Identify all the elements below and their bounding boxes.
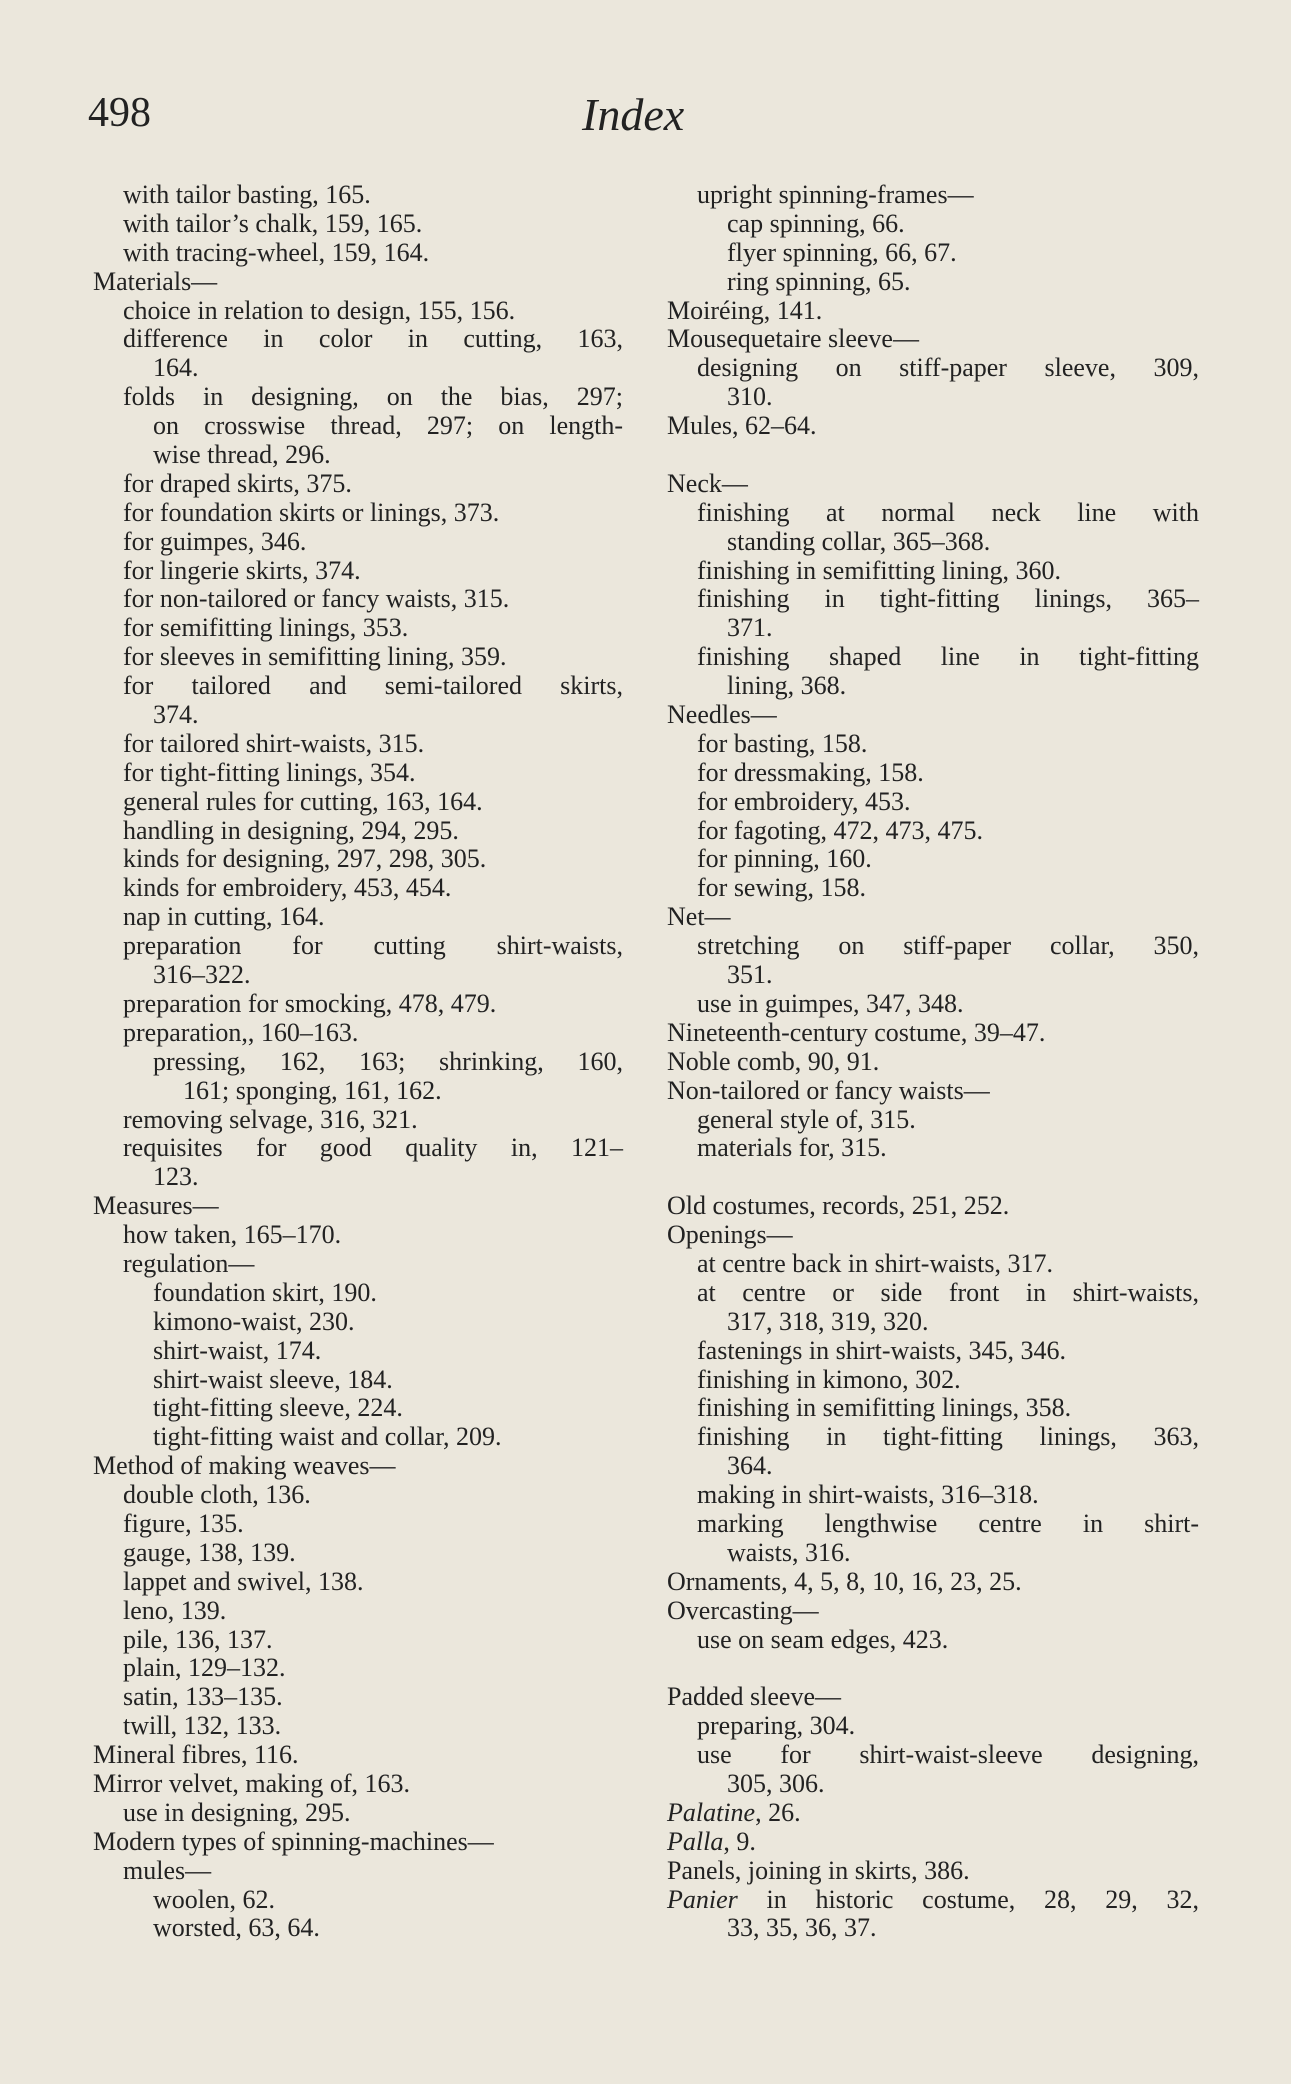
index-entry: on crosswise thread, 297; on length- <box>153 411 623 441</box>
index-heading: Materials— <box>93 266 218 296</box>
index-entry: finishing shaped line in tight-fitting <box>697 642 1199 672</box>
index-entry: at centre back in shirt-waists, 317. <box>697 1248 1053 1278</box>
index-entry: wise thread, 296. <box>153 440 331 470</box>
index-entry: for sleeves in semifitting lining, 359. <box>123 642 507 672</box>
index-entry: 305, 306. <box>727 1768 825 1798</box>
index-entry: materials for, 315. <box>697 1133 887 1163</box>
index-entry: satin, 133–135. <box>123 1682 283 1712</box>
index-entry-pages: , 26. <box>755 1797 801 1827</box>
index-entry: with tailor’s chalk, 159, 165. <box>123 208 423 238</box>
index-entry: nap in cutting, 164. <box>123 902 325 932</box>
index-entry: shirt-waist, 174. <box>153 1335 322 1365</box>
index-entry: flyer spinning, 66, 67. <box>727 237 957 267</box>
index-entry: standing collar, 365–368. <box>727 526 991 556</box>
index-heading: Nineteenth-century costume, 39–47. <box>667 1017 1046 1047</box>
index-entry: pile, 136, 137. <box>123 1624 273 1654</box>
index-entry: figure, 135. <box>123 1508 244 1538</box>
index-entry: finishing in kimono, 302. <box>697 1364 961 1394</box>
index-entry: kinds for designing, 297, 298, 305. <box>123 844 487 874</box>
index-entry: for tailored and semi-tailored skirts, <box>123 671 623 701</box>
index-entry: use in guimpes, 347, 348. <box>697 988 964 1018</box>
index-heading: Net— <box>667 902 731 932</box>
index-entry: 310. <box>727 382 773 412</box>
index-heading: Old costumes, records, 251, 252. <box>667 1191 1010 1221</box>
index-heading: Mousequetaire sleeve— <box>667 324 919 354</box>
index-entry: finishing in semifitting linings, 358. <box>697 1393 1072 1423</box>
index-column-left <box>93 181 623 1943</box>
index-entry: use for shirt-waist-sleeve designing, <box>697 1740 1199 1770</box>
section-gap <box>667 1654 1199 1683</box>
index-entry: 351. <box>727 960 773 990</box>
index-entry: cap spinning, 66. <box>727 208 905 238</box>
index-entry-term: Panier <box>667 1884 738 1914</box>
index-entry: lappet and swivel, 138. <box>123 1566 364 1596</box>
index-entry: finishing in semifitting lining, 360. <box>697 555 1061 585</box>
index-entry: general rules for cutting, 163, 164. <box>123 786 483 816</box>
index-entry-pages: , 9. <box>723 1826 756 1856</box>
index-entry: kinds for embroidery, 453, 454. <box>123 873 452 903</box>
index-heading: Non-tailored or fancy waists— <box>667 1075 990 1105</box>
index-entry: plain, 129–132. <box>123 1653 286 1683</box>
index-entry: shirt-waist sleeve, 184. <box>153 1364 393 1394</box>
page-number: 498 <box>88 90 151 136</box>
index-entry: for non-tailored or fancy waists, 315. <box>123 584 510 614</box>
index-entry: 371. <box>727 613 773 643</box>
index-entry: for basting, 158. <box>697 728 868 758</box>
index-entry: preparation for smocking, 478, 479. <box>123 988 497 1018</box>
index-entry: stretching on stiff-paper collar, 350, <box>697 931 1199 961</box>
index-entry: for embroidery, 453. <box>697 786 911 816</box>
index-entry: finishing at normal neck line with <box>697 497 1199 527</box>
index-entry: 164. <box>153 353 199 383</box>
index-entry: waists, 316. <box>727 1537 851 1567</box>
index-entry: how taken, 165–170. <box>123 1220 342 1250</box>
index-entry: for tailored shirt-waists, 315. <box>123 728 425 758</box>
index-entry: handling in designing, 294, 295. <box>123 815 459 845</box>
index-entry: lining, 368. <box>727 671 847 701</box>
index-entry: tight-fitting sleeve, 224. <box>153 1393 403 1423</box>
index-entry: ring spinning, 65. <box>727 266 911 296</box>
index-entry: 374. <box>153 700 199 730</box>
index-heading: Overcasting— <box>667 1595 819 1625</box>
index-column-right <box>667 181 1199 1943</box>
index-entry: twill, 132, 133. <box>123 1711 282 1741</box>
index-entry: regulation— <box>123 1248 255 1278</box>
index-entry: at centre or side front in shirt-waists, <box>697 1277 1199 1307</box>
index-entry-pages: in historic costume, 28, 29, 32, <box>737 1884 1199 1914</box>
index-entry: requisites for good quality in, 121– <box>123 1133 623 1163</box>
index-entry: choice in relation to design, 155, 156. <box>123 295 516 325</box>
index-heading: Method of making weaves— <box>93 1451 396 1481</box>
index-entry: use on seam edges, 423. <box>697 1624 949 1654</box>
index-entry: 316–322. <box>153 960 251 990</box>
index-entry: upright spinning-frames— <box>697 180 974 209</box>
index-entry: foundation skirt, 190. <box>153 1277 377 1307</box>
index-entry: finishing in tight-fitting linings, 363, <box>697 1422 1199 1452</box>
index-entry: for sewing, 158. <box>697 873 866 903</box>
index-entry: leno, 139. <box>123 1595 227 1625</box>
index-entry-term: Palatine <box>667 1797 756 1827</box>
index-heading: Panels, joining in skirts, 386. <box>667 1855 970 1885</box>
index-entry: for pinning, 160. <box>697 844 872 874</box>
index-heading: Noble comb, 90, 91. <box>667 1046 880 1076</box>
index-entry: for guimpes, 346. <box>123 526 307 556</box>
index-entry: for tight-fitting linings, 354. <box>123 757 416 787</box>
index-heading: Modern types of spinning-machines— <box>93 1826 494 1856</box>
index-heading: Mules, 62–64. <box>667 411 817 441</box>
index-entry: woolen, 62. <box>153 1884 276 1914</box>
index-heading: Needles— <box>667 700 777 730</box>
index-entry: folds in designing, on the bias, 297; <box>123 382 623 412</box>
index-entry: for lingerie skirts, 374. <box>123 555 361 585</box>
index-entry: use in designing, 295. <box>123 1797 351 1827</box>
index-entry: making in shirt-waists, 316–318. <box>697 1480 1039 1510</box>
index-entry: 161; sponging, 161, 162. <box>183 1075 442 1105</box>
index-entry: for foundation skirts or linings, 373. <box>123 497 500 527</box>
index-heading: Mirror velvet, making of, 163. <box>93 1768 410 1798</box>
index-entry: for draped skirts, 375. <box>123 468 352 498</box>
index-entry: marking lengthwise centre in shirt- <box>697 1508 1199 1538</box>
index-heading: Measures— <box>93 1191 219 1221</box>
index-heading: Padded sleeve— <box>667 1682 842 1712</box>
index-entry: mules— <box>123 1855 212 1885</box>
index-entry: preparation for cutting shirt-waists, <box>123 931 623 961</box>
section-gap <box>667 1163 1199 1192</box>
index-heading <box>667 1799 1199 1828</box>
index-entry: with tailor basting, 165. <box>123 180 371 209</box>
index-entry: with tracing-wheel, 159, 164. <box>123 237 430 267</box>
index-entry: fastenings in shirt-waists, 345, 346. <box>697 1335 1067 1365</box>
index-heading: Ornaments, 4, 5, 8, 10, 16, 23, 25. <box>667 1566 1022 1596</box>
index-entry: 33, 35, 36, 37. <box>727 1913 877 1943</box>
index-heading <box>667 1828 1199 1857</box>
index-entry: preparation,, 160–163. <box>123 1017 359 1047</box>
index-entry: general style of, 315. <box>697 1104 916 1134</box>
index-entry: 317, 318, 319, 320. <box>727 1306 929 1336</box>
index-entry: for semifitting linings, 353. <box>123 613 409 643</box>
index-entry: 364. <box>727 1451 773 1481</box>
index-entry: worsted, 63, 64. <box>153 1913 320 1943</box>
index-entry: gauge, 138, 139. <box>123 1537 296 1567</box>
running-head-title: Index <box>582 89 685 140</box>
index-entry: double cloth, 136. <box>123 1480 311 1510</box>
index-entry: for dressmaking, 158. <box>697 757 924 787</box>
index-entry: pressing, 162, 163; shrinking, 160, <box>153 1046 623 1076</box>
index-entry: tight-fitting waist and collar, 209. <box>153 1422 502 1452</box>
index-entry: kimono-waist, 230. <box>153 1306 355 1336</box>
index-heading: Moiréing, 141. <box>667 295 823 325</box>
index-heading: Mineral fibres, 116. <box>93 1740 299 1770</box>
index-heading: Openings— <box>667 1220 793 1250</box>
index-entry: 123. <box>153 1162 199 1192</box>
index-entry: preparing, 304. <box>697 1711 856 1741</box>
index-entry: designing on stiff-paper sleeve, 309, <box>697 353 1199 383</box>
index-entry-term: Palla <box>667 1826 724 1856</box>
index-heading <box>667 1886 1199 1915</box>
index-entry: difference in color in cutting, 163, <box>123 324 623 354</box>
index-entry: for fagoting, 472, 473, 475. <box>697 815 983 845</box>
index-entry: finishing in tight-fitting linings, 365– <box>697 584 1199 614</box>
index-entry: removing selvage, 316, 321. <box>123 1104 418 1134</box>
section-gap <box>667 441 1199 470</box>
index-heading: Neck— <box>667 468 748 498</box>
